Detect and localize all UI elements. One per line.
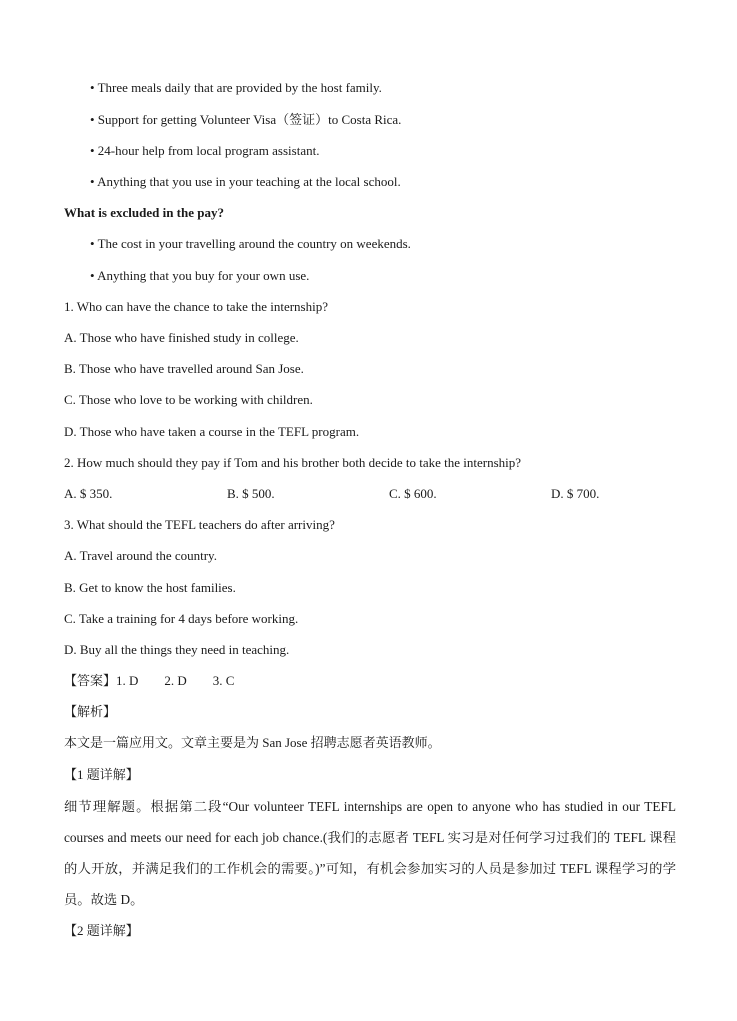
analysis-summary: 本文是一篇应用文。文章主要是为 San Jose 招聘志愿者英语教师。 (64, 735, 441, 750)
excluded-bullet: • The cost in your travelling around the country on weekends. (90, 236, 411, 251)
included-bullet: • 24-hour help from local program assistant. (90, 143, 320, 158)
question-3-option-c: C. Take a training for 4 days before working. (64, 611, 299, 626)
question-2-option-d: D. $ 700. (551, 486, 600, 501)
question-2-option-b: B. $ 500. (227, 486, 275, 501)
detail-1-heading: 【1 题详解】 (64, 767, 139, 782)
excluded-bullet: • Anything that you buy for your own use. (90, 268, 310, 283)
included-bullet: • Anything that you use in your teaching at the local school. (90, 174, 401, 189)
question-2-option-c: C. $ 600. (389, 486, 437, 501)
question-3-option-b: B. Get to know the host families. (64, 580, 236, 595)
question-1-stem: 1. Who can have the chance to take the internship? (64, 299, 328, 314)
question-1-option-b: B. Those who have travelled around San Jose. (64, 361, 304, 376)
answer-line: 【答案】1. D 2. D 3. C (64, 673, 235, 688)
analysis-heading: 【解析】 (64, 704, 117, 719)
question-1-option-c: C. Those who love to be working with children. (64, 392, 313, 407)
detail-1-text: 细节理解题。根据第二段“Our volunteer TEFL internships are open to anyone who has studied in our TEFL courses and meets our need for each job chance.(我们的志愿者 TEFL 实习是对任何学习过我们的 TEFL 课程的人开放，并满足我们的工作机会的需要。)”可知，有机会参加实习的人员是参加过 TEFL 课程学习的学员。故选 D。 (64, 799, 676, 907)
question-3-option-a: A. Travel around the country. (64, 548, 217, 563)
detail-2-heading: 【2 题详解】 (64, 923, 139, 938)
question-3-option-d: D. Buy all the things they need in teaching. (64, 642, 290, 657)
excluded-heading: What is excluded in the pay? (64, 205, 224, 220)
question-3-stem: 3. What should the TEFL teachers do after arriving? (64, 517, 335, 532)
included-bullet: • Support for getting Volunteer Visa（签证）to Costa Rica. (90, 112, 402, 127)
question-2-stem: 2. How much should they pay if Tom and his brother both decide to take the internship? (64, 455, 522, 470)
question-2-option-a: A. $ 350. (64, 486, 113, 501)
question-1-option-d: D. Those who have taken a course in the TEFL program. (64, 424, 360, 439)
question-1-option-a: A. Those who have finished study in college. (64, 330, 299, 345)
included-bullet: • Three meals daily that are provided by the host family. (90, 80, 382, 95)
